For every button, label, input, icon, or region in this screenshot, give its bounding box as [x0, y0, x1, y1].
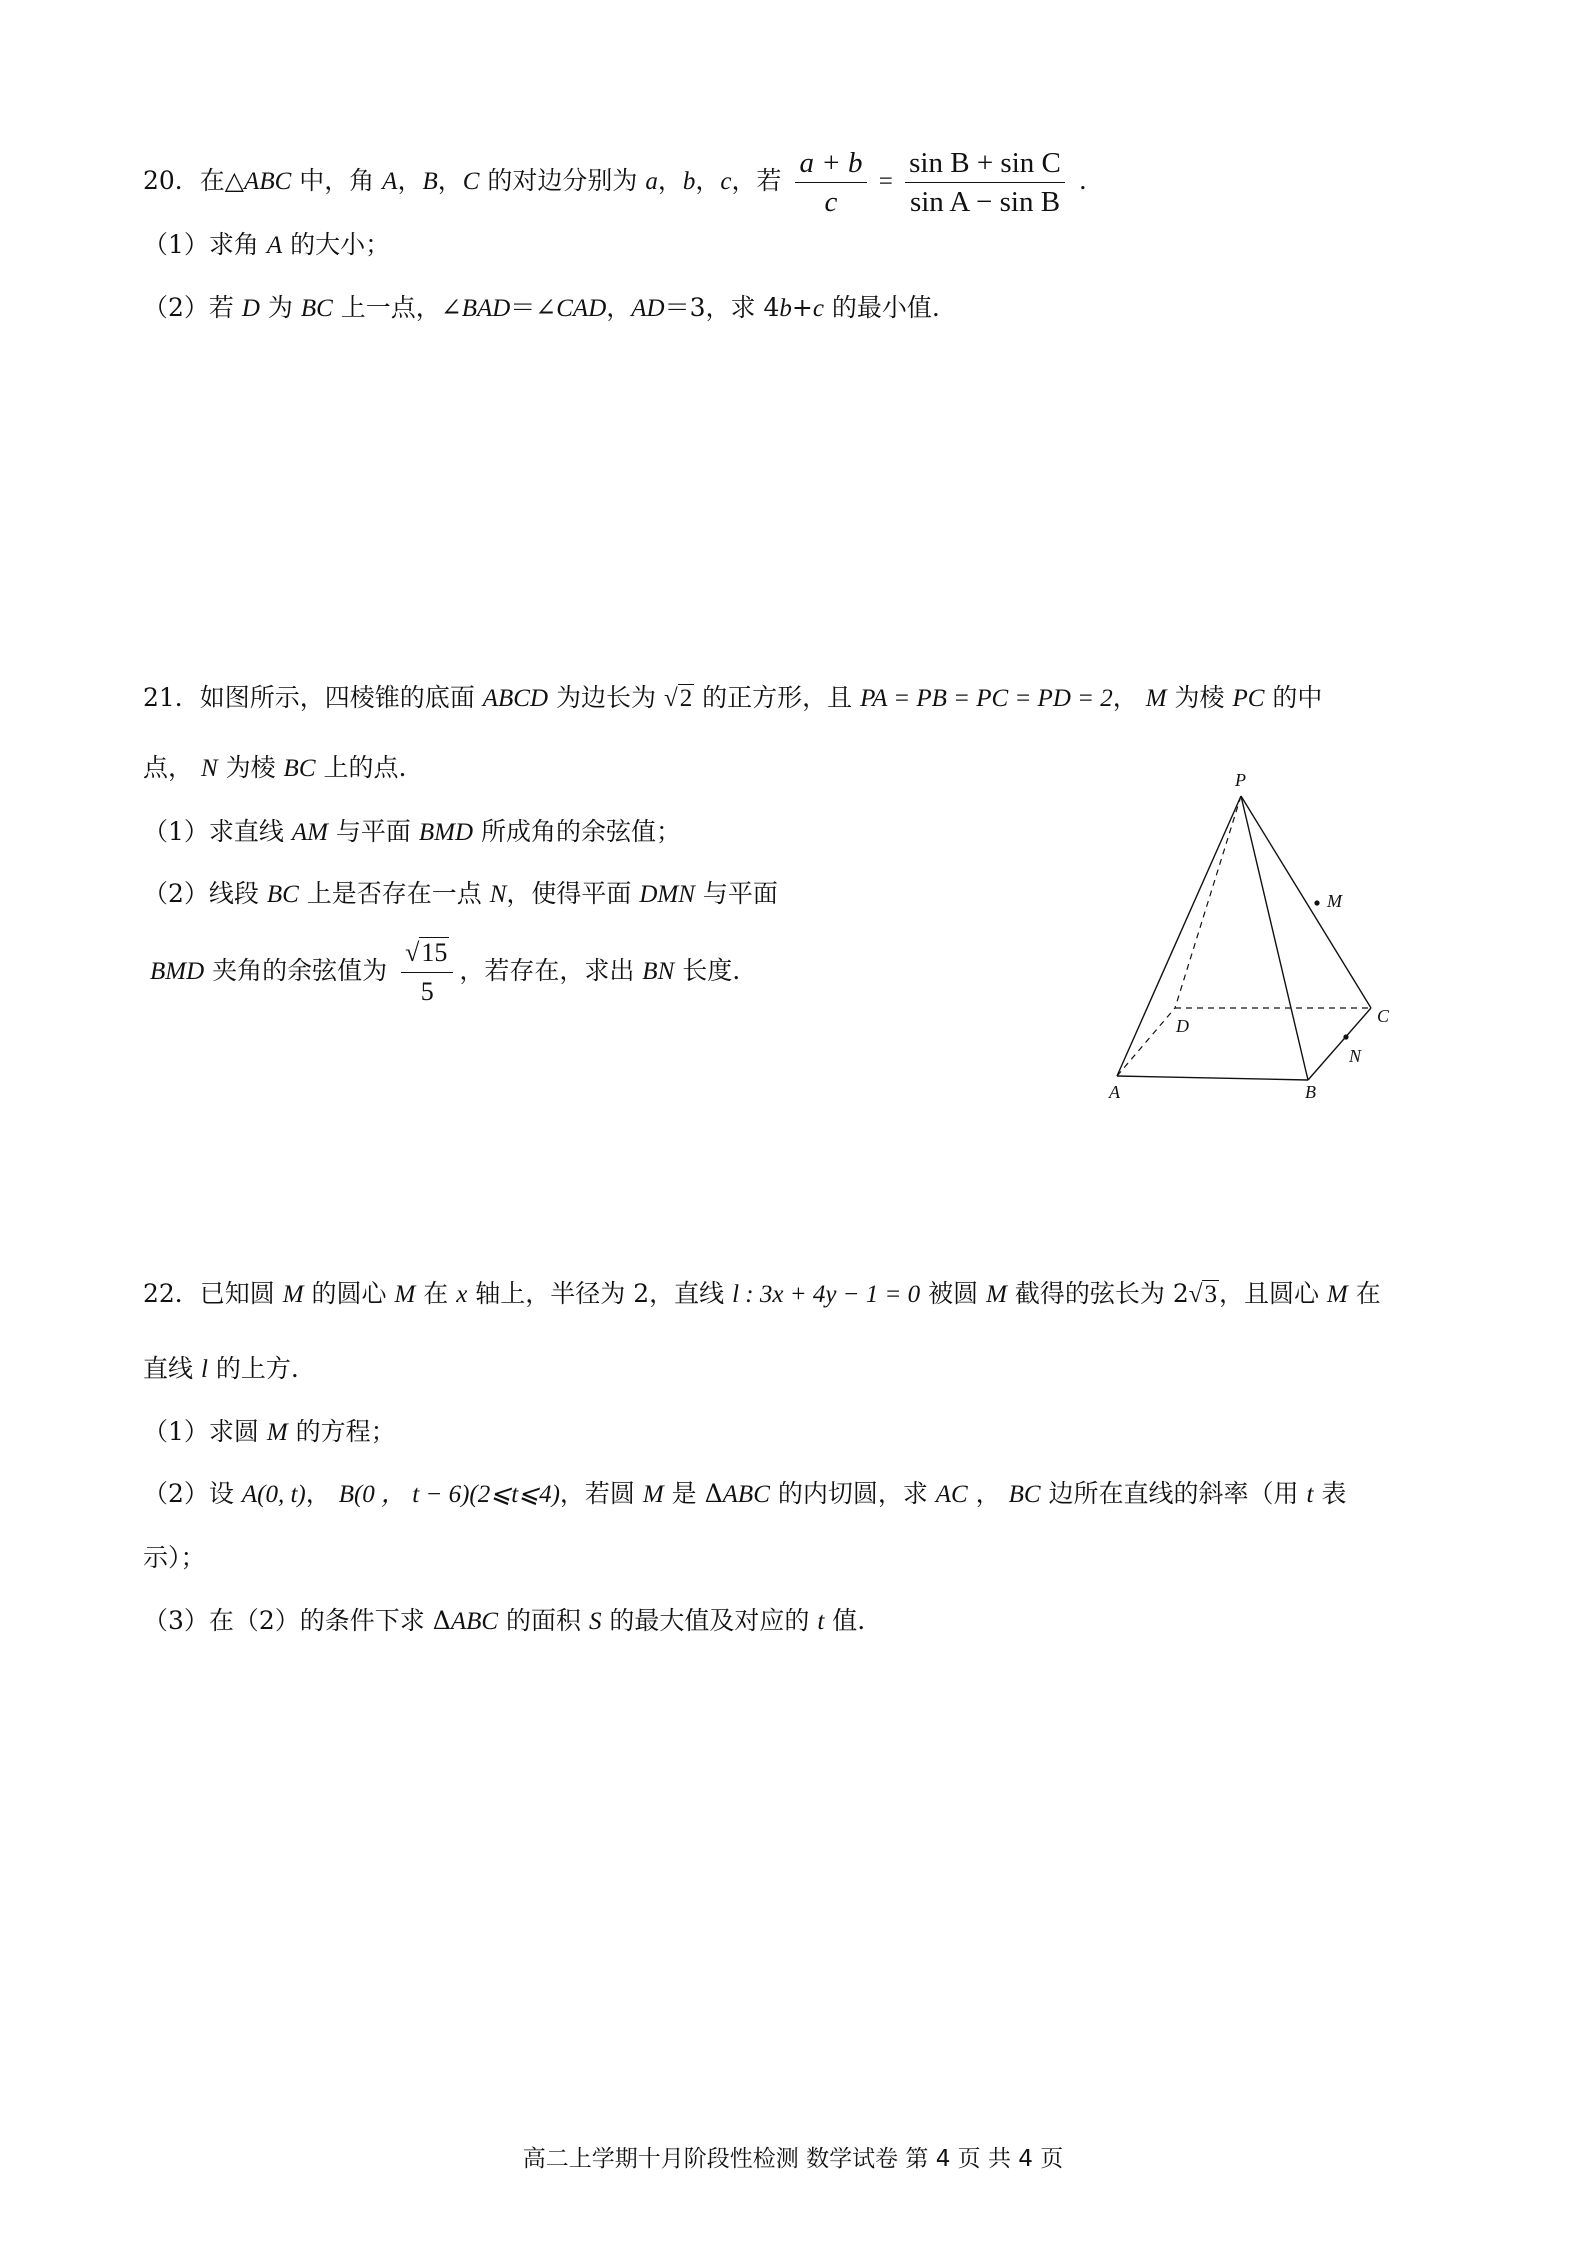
q22-stem-line2: 直线 l 的上方.: [143, 1354, 299, 1383]
sqrt-3: √3: [1188, 1281, 1217, 1308]
q22-part1: （1）求圆 M 的方程；: [143, 1417, 396, 1446]
q22-part2-cont: 示）；: [143, 1543, 206, 1572]
label-N: N: [1349, 1046, 1362, 1066]
label-C: C: [1377, 1006, 1390, 1026]
q21-part2-cont: BMD 夹角的余弦值为 $\frac{√15}{5}$ ，若存在，求出 BN 长度.: [150, 934, 740, 1009]
page-footer: 高二上学期十月阶段性检测 数学试卷 第 4 页 共 4 页: [522, 2146, 1064, 2172]
point-M: [1314, 900, 1319, 905]
fraction-sines: $\frac{\text{sin B + sin C}}{\text{sin A − sin B}}$: [905, 146, 1065, 219]
edge-PB: [1241, 796, 1308, 1080]
fraction-a-plus-b-over-c: $\frac{a + b}{c}$: [795, 146, 866, 219]
edge-PD: [1175, 796, 1241, 1008]
q21-stem-line1: 21．如图所示，四棱锥的底面 ABCD 为边长为 √2 的正方形，且 PA = PB = PC = PD = 2， M 为棱 PC 的中: [143, 683, 1323, 712]
edge-AD: [1117, 1008, 1175, 1076]
q22-part2: （2）设 A(0, t)， B(0 ， t − 6)(2⩽t⩽4)，若圆 M 是 ΔABC 的内切圆，求 AC ， BC 边所在直线的斜率（用 t 表: [143, 1479, 1347, 1508]
pyramid-figure: [1095, 768, 1415, 1118]
q22-stem-line1: 22．已知圆 M 的圆心 M 在 x 轴上，半径为 2，直线 l : 3x + 4y − 1 = 0 被圆 M 截得的弦长为 2√3，且圆心 M 在: [143, 1279, 1381, 1308]
q20-part1: （1）求角 A 的大小；: [143, 230, 391, 259]
fraction-sqrt15-over-5: $\frac{√15}{5}$: [401, 936, 453, 1009]
q20-stem: 20．在△ABC 中，角 A，B，C 的对边分别为 a，b，c，若 $\frac{a + b}{c}$ = $\frac{\text{sin B + sin C}}{\text{sin A − sin B}}$ .: [143, 147, 1087, 218]
edge-BC: [1308, 1008, 1371, 1080]
label-M: M: [1327, 891, 1342, 911]
q20-part2: （2）若 D 为 BC 上一点，∠BAD＝∠CAD，AD＝3，求 4b+c 的最小值.: [143, 293, 940, 322]
edge-AB: [1117, 1076, 1308, 1080]
label-P: P: [1235, 770, 1246, 790]
point-N: [1343, 1034, 1348, 1039]
label-D: D: [1176, 1016, 1189, 1036]
label-B: B: [1305, 1082, 1316, 1102]
label-A: A: [1109, 1082, 1120, 1102]
sqrt-2: √2: [663, 685, 693, 712]
q21-part2: （2）线段 BC 上是否存在一点 N，使得平面 DMN 与平面: [143, 879, 778, 908]
edge-PC: [1241, 796, 1371, 1008]
q21-stem-line2: 点， N 为棱 BC 上的点.: [143, 753, 407, 782]
q21-part1: （1）求直线 AM 与平面 BMD 所成角的余弦值；: [143, 817, 681, 846]
q22-part3: （3）在（2）的条件下求 ΔABC 的面积 S 的最大值及对应的 t 值.: [143, 1606, 866, 1635]
